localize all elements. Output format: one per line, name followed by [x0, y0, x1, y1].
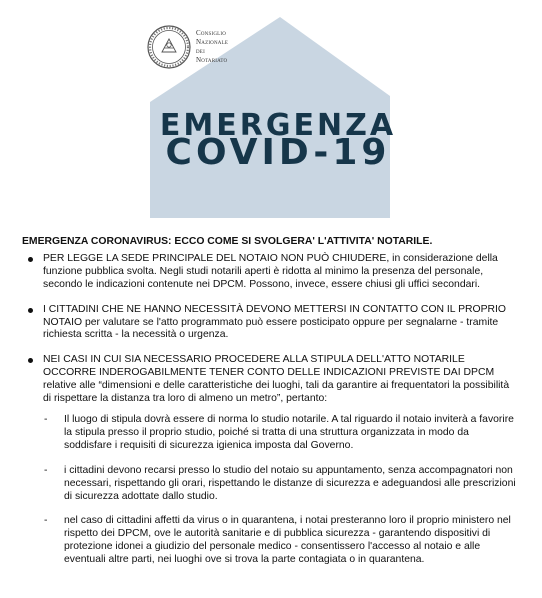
logo-line: Nazionale — [196, 38, 229, 46]
document-title: EMERGENZA CORONAVIRUS: ECCO COME SI SVOLGERA' L'ATTIVITA' NOTARILE. — [22, 236, 433, 247]
document-body — [22, 236, 518, 579]
bullet-dot-icon — [28, 308, 33, 313]
bullet-item — [22, 304, 518, 343]
sub-item — [43, 414, 518, 453]
bullet-dot-icon — [28, 257, 33, 262]
sub-list — [43, 414, 518, 567]
bullet-text: NEI CASI IN CUI SIA NECESSARIO PROCEDERE ALLA STIPULA DELL'ATTO NOTARILE OCCORRE INDEROGABILMENTE TENER CONTO DELLE INDICAZIONI PREVISTE DAI DPCM relative alle “dimensioni e delle caratteristiche dei luoghi, tali da garantire ai frequentatori la possibilità di rispettare la distanza tra loro di almeno un metro”, pertanto: — [43, 354, 510, 405]
bullet-text: PER LEGGE LA SEDE PRINCIPALE DEL NOTAIO NON PUÒ CHIUDERE, in considerazione della funzione pubblica svolta. Negli studi notarili aperti è ridotta al minimo la presenza del personale, secondo le indicazioni contenute nei DPCM. Possono, invece, essere chiusi gli uffici secondari. — [43, 252, 498, 290]
dash-icon: - — [44, 413, 48, 425]
logo — [146, 24, 228, 70]
sub-item-text: nel caso di cittadini affetti da virus o in quarantena, i notai presteranno loro il proprio ministero nel rispetto dei DPCM, ove le autorità sanitarie e di pubblica sicurezza - garantendo dispositivi di protezione idonei a giudizio del personale medico - consentissero l'accesso al notaio e alle eventuali altre parti, nei luoghi ove si trova la parte contagiata o in quarantena. — [64, 515, 511, 566]
bullet-list — [22, 253, 518, 567]
logo-text — [196, 29, 228, 65]
bullet-dot-icon — [28, 358, 33, 363]
bullet-item — [22, 253, 518, 292]
seal-icon — [146, 24, 192, 70]
dash-icon: - — [44, 515, 48, 527]
bullet-text: I CITTADINI CHE NE HANNO NECESSITÀ DEVONO METTERSI IN CONTATTO CON IL PROPRIO NOTAIO per valutare se l'atto programmato può essere posticipato oppure per segnalarne - tramite richiesta scritta - la necessità o urgenza. — [43, 303, 506, 341]
headline-covid: COVID-19 — [165, 132, 391, 173]
dash-icon: - — [44, 464, 48, 476]
logo-line: Notariato — [196, 56, 228, 64]
sub-item-text: i cittadini devono recarsi presso lo studio del notaio su appuntamento, senza accompagnatori non necessari, rispettando gli orari, rispettando le distanze di sicurezza e adeguandosi alle prescrizioni di sicurezza adottate dallo studio. — [64, 464, 516, 502]
sub-item — [43, 515, 518, 567]
sub-item-text: Il luogo di stipula dovrà essere di norma lo studio notarile. A tal riguardo il notaio inviterà a favorire la stipula presso il proprio studio, poiché si tratta di una struttura organizzata in modo da soddisfare i requisiti di sicurezza igienica imposta dal Governo. — [64, 413, 514, 451]
headline-emergenza: EMERGENZA — [159, 108, 397, 143]
logo-line: Consiglio — [196, 29, 227, 37]
logo-line: dei — [196, 47, 205, 55]
bullet-item — [22, 354, 518, 567]
sub-item — [43, 465, 518, 504]
